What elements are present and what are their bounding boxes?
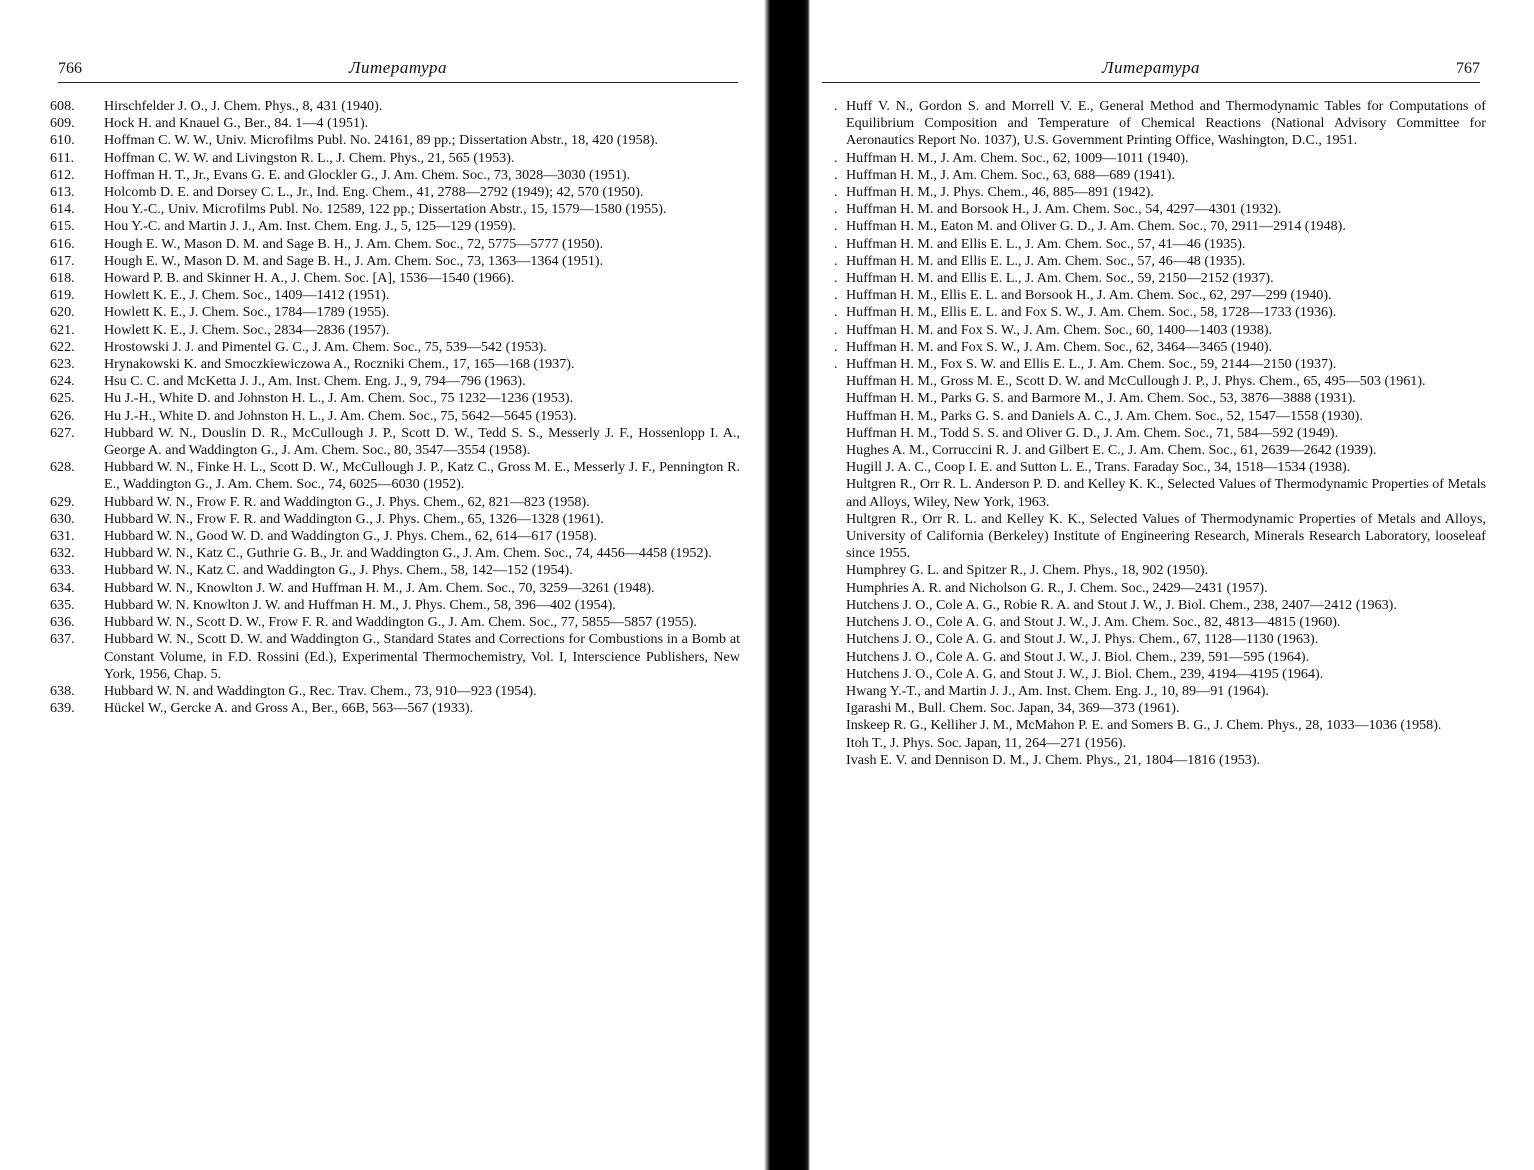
reference-text: Inskeep R. G., Kelliher J. M., McMahon P. E. and Somers B. G., J. Chem. Phys., 28, 1033—1036 (1958). [846, 717, 1442, 734]
reference-entry [834, 735, 1486, 752]
reference-number: . [834, 252, 838, 269]
reference-entry [834, 356, 1486, 373]
reference-entry [834, 683, 1486, 700]
reference-text: Hoffman C. W. W. and Livingston R. L., J. Chem. Phys., 21, 565 (1953). [104, 149, 515, 166]
reference-text: Hubbard W. N., Knowlton J. W. and Huffman H. M., J. Am. Chem. Soc., 70, 3259—3261 (1948). [104, 579, 655, 596]
reference-text: Huffman H. M. and Ellis E. L., J. Am. Chem. Soc., 59, 2150—2152 (1937). [846, 270, 1274, 287]
reference-text: Hutchens J. O., Cole A. G. and Stout J. W., J. Biol. Chem., 239, 4194—4195 (1964). [846, 665, 1324, 682]
reference-entry [50, 373, 740, 390]
reference-number: . [834, 338, 838, 355]
reference-number: 631. [50, 528, 75, 545]
reference-text: Hubbard W. N., Finke H. L., Scott D. W., McCullough J. P., Katz C., Gross M. E., Messerly J. F., Pennington R. E., Waddington G., J. Am. Chem. Soc., 74, 6025—6030 (1952). [104, 459, 740, 493]
reference-entry [834, 511, 1486, 563]
reference-entry [834, 98, 1486, 150]
reference-number: 611. [50, 149, 75, 166]
reference-entry [50, 167, 740, 184]
right-page-number: 767 [1456, 60, 1480, 77]
reference-entry [50, 562, 740, 579]
reference-text: Hu J.-H., White D. and Johnston H. L., J. Am. Chem. Soc., 75, 5642—5645 (1953). [104, 407, 577, 424]
reference-text: Ivash E. V. and Dennison D. M., J. Chem. Phys., 21, 1804—1816 (1953). [846, 751, 1261, 768]
reference-entry [50, 408, 740, 425]
reference-text: Huffman H. M. and Borsook H., J. Am. Chem. Soc., 54, 4297—4301 (1932). [846, 201, 1282, 218]
reference-number: 638. [50, 682, 75, 699]
reference-number: 627. [50, 424, 75, 441]
reference-text: Huffman H. M., Ellis E. L. and Fox S. W., J. Am. Chem. Soc., 58, 1728—1733 (1936). [846, 304, 1337, 321]
reference-text: Hubbard W. N. and Waddington G., Rec. Trav. Chem., 73, 910—923 (1954). [104, 682, 537, 699]
reference-entry [50, 115, 740, 132]
reference-entry [50, 390, 740, 407]
reference-entry [50, 511, 740, 528]
reference-number [834, 717, 846, 734]
reference-number: . [834, 218, 838, 235]
reference-text: Huff V. N., Gordon S. and Morrell V. E., General Method and Thermodynamic Tables for Computations of Equilibrium Composition and Temperature of Chemical Reactions (National Advisory Committee for Aeronautics Report No. 1037), U.S. Government Printing Office, Washington, D.C., 1951. [846, 98, 1486, 149]
reference-entry [834, 631, 1486, 648]
reference-text: Humphries A. R. and Nicholson G. R., J. Chem. Soc., 2429—2431 (1957). [846, 579, 1268, 596]
reference-number: 617. [50, 252, 75, 269]
reference-entry [834, 287, 1486, 304]
reference-text: Hough E. W., Mason D. M. and Sage B. H., J. Am. Chem. Soc., 72, 5775—5777 (1950). [104, 235, 604, 252]
left-page-header [58, 56, 738, 83]
reference-entry [50, 322, 740, 339]
reference-text: Huffman H. M. and Fox S. W., J. Am. Chem. Soc., 60, 1400—1403 (1938). [846, 321, 1273, 338]
reference-entry [834, 649, 1486, 666]
reference-text: Hwang Y.-T., and Martin J. J., Am. Inst. Chem. Eng. J., 10, 89—91 (1964). [846, 682, 1269, 699]
reference-text: Hou Y.-C., Univ. Microfilms Publ. No. 12589, 122 pp.; Dissertation Abstr., 15, 1579—1580 (1955). [104, 201, 667, 218]
reference-text: Hough E. W., Mason D. M. and Sage B. H., J. Am. Chem. Soc., 73, 1363—1364 (1951). [104, 252, 604, 269]
reference-number [834, 614, 846, 631]
reference-number: . [834, 166, 838, 183]
reference-entry [834, 597, 1486, 614]
reference-text: Holcomb D. E. and Dorsey C. L., Jr., Ind. Eng. Chem., 41, 2788—2792 (1949); 42, 570 (1950). [104, 184, 644, 201]
reference-text: Itoh T., J. Phys. Soc. Japan, 11, 264—271 (1956). [846, 734, 1127, 751]
reference-entry [50, 356, 740, 373]
reference-text: Hultgren R., Orr R. L. and Kelley K. K., Selected Values of Thermodynamic Properties of Metals and Alloys, University of California (Berkeley) Institute of Engineering Research, Minerals Research Laboratory, looseleaf since 1955. [846, 510, 1486, 562]
reference-text: Humphrey G. L. and Spitzer R., J. Chem. Phys., 18, 902 (1950). [846, 562, 1209, 579]
reference-entry [50, 98, 740, 115]
reference-number: 612. [50, 166, 75, 183]
reference-entry [50, 253, 740, 270]
reference-entry [834, 270, 1486, 287]
left-page-number: 766 [58, 60, 82, 77]
reference-number: . [834, 321, 838, 338]
reference-entry [50, 150, 740, 167]
reference-entry [834, 717, 1486, 734]
reference-number [834, 408, 846, 425]
reference-text: Hrostowski J. J. and Pimentel G. C., J. Am. Chem. Soc., 75, 539—542 (1953). [104, 338, 547, 355]
reference-number: 608. [50, 98, 75, 114]
reference-text: Hubbard W. N., Good W. D. and Waddington G., J. Phys. Chem., 62, 614—617 (1958). [104, 528, 598, 545]
reference-number: . [834, 201, 838, 218]
reference-entry [834, 150, 1486, 167]
reference-number: . [834, 235, 838, 252]
reference-number: . [834, 270, 838, 287]
reference-number: 624. [50, 373, 75, 390]
reference-number [834, 752, 846, 769]
reference-text: Hutchens J. O., Cole A. G. and Stout J. W., J. Biol. Chem., 239, 591—595 (1964). [846, 648, 1310, 665]
reference-entry [50, 459, 740, 493]
reference-text: Howlett K. E., J. Chem. Soc., 1409—1412 (1951). [104, 287, 390, 304]
reference-number [834, 562, 846, 579]
reference-number: 630. [50, 510, 75, 527]
reference-text: Howard P. B. and Skinner H. A., J. Chem. Soc. [A], 1536—1540 (1966). [104, 270, 515, 287]
reference-entry [834, 373, 1486, 390]
reference-number: 633. [50, 562, 75, 579]
reference-entry [834, 425, 1486, 442]
reference-entry [834, 580, 1486, 597]
reference-number: 610. [50, 132, 75, 149]
reference-number [834, 425, 846, 442]
reference-number: 620. [50, 304, 75, 321]
reference-number: 634. [50, 579, 75, 596]
reference-number: 616. [50, 235, 75, 252]
reference-number [834, 580, 846, 597]
reference-number: 629. [50, 493, 75, 510]
reference-entry [50, 184, 740, 201]
reference-text: Hubbard W. N., Katz C. and Waddington G., J. Phys. Chem., 58, 142—152 (1954). [104, 562, 573, 579]
reference-text: Hubbard W. N., Douslin D. R., McCullough J. P., Scott D. W., Tedd S. S., Messerly J. F., Hossenlopp I. A., George A. and Waddington G., J. Am. Chem. Soc., 80, 3547—3554 (1958). [104, 424, 740, 459]
reference-number [834, 390, 846, 407]
reference-number: 609. [50, 115, 75, 132]
reference-text: Hubbard W. N., Katz C., Guthrie G. B., Jr. and Waddington G., J. Am. Chem. Soc., 74, 4456—4458 (1952). [104, 545, 712, 562]
reference-number: . [834, 98, 838, 114]
reference-number: 621. [50, 321, 75, 338]
reference-entry [50, 545, 740, 562]
reference-entry [834, 167, 1486, 184]
reference-number [834, 735, 846, 752]
reference-entry [834, 476, 1486, 510]
reference-number [834, 700, 846, 717]
reference-number [834, 459, 846, 476]
reference-number: 613. [50, 184, 75, 201]
reference-entry [834, 390, 1486, 407]
reference-text: Hubbard W. N., Frow F. R. and Waddington G., J. Phys. Chem., 65, 1326—1328 (1961). [104, 510, 604, 527]
reference-number: . [834, 304, 838, 321]
reference-entry [834, 304, 1486, 321]
reference-number: . [834, 287, 838, 304]
reference-text: Hugill J. A. C., Coop I. E. and Sutton L. E., Trans. Faraday Soc., 34, 1518—1534 (1938). [846, 459, 1351, 476]
reference-number: 637. [50, 631, 75, 648]
reference-text: Huffman H. M., Parks G. S. and Daniels A. C., J. Am. Chem. Soc., 52, 1547—1558 (1930). [846, 407, 1363, 424]
reference-text: Huffman H. M., Parks G. S. and Barmore M., J. Am. Chem. Soc., 53, 3876—3888 (1931). [846, 390, 1356, 407]
reference-text: Hubbard W. N., Scott D. W. and Waddington G., Standard States and Corrections for Combustions in a Bomb at Constant Volume, in F.D. Rossini (Ed.), Experimental Thermochemistry, Vol. I, Interscience Publishers, New York, 1956, Chap. 5. [104, 631, 740, 682]
reference-number: 628. [50, 459, 75, 476]
reference-text: Igarashi M., Bull. Chem. Soc. Japan, 34, 369—373 (1961). [846, 700, 1180, 717]
reference-text: Hu J.-H., White D. and Johnston H. L., J. Am. Chem. Soc., 75 1232—1236 (1953). [104, 390, 574, 407]
reference-text: Huffman H. M. and Fox S. W., J. Am. Chem. Soc., 62, 3464—3465 (1940). [846, 338, 1273, 355]
reference-text: Howlett K. E., J. Chem. Soc., 2834—2836 (1957). [104, 321, 390, 338]
reference-text: Hrynakowski K. and Smoczkiewiczowa A., Roczniki Chem., 17, 165—168 (1937). [104, 356, 575, 373]
reference-text: Hubbard W. N., Scott D. W., Frow F. R. and Waddington G., J. Am. Chem. Soc., 77, 5855—5857 (1955). [104, 614, 697, 631]
reference-text: Hubbard W. N. Knowlton J. W. and Huffman H. M., J. Phys. Chem., 58, 396—402 (1954). [104, 596, 616, 613]
reference-number [834, 597, 846, 614]
reference-entry [50, 201, 740, 218]
reference-text: Hoffman C. W. W., Univ. Microfilms Publ. No. 24161, 89 pp.; Dissertation Abstr., 18, 420 (1958). [104, 132, 658, 149]
right-page [810, 0, 1534, 1170]
reference-number: . [834, 356, 838, 373]
reference-text: Huffman H. M. and Ellis E. L., J. Am. Chem. Soc., 57, 41—46 (1935). [846, 235, 1246, 252]
reference-text: Hultgren R., Orr R. L. Anderson P. D. and Kelley K. K., Selected Values of Thermodynamic Properties of Metals and Alloys, Wiley, New York, 1963. [846, 476, 1486, 510]
reference-text: Huffman H. M., J. Am. Chem. Soc., 62, 1009—1011 (1940). [846, 149, 1189, 166]
reference-entry [834, 562, 1486, 579]
reference-entry [50, 287, 740, 304]
left-page [0, 0, 760, 1170]
reference-number: 622. [50, 338, 75, 355]
reference-entry [834, 614, 1486, 631]
reference-text: Hubbard W. N., Frow F. R. and Waddington G., J. Phys. Chem., 62, 821—823 (1958). [104, 493, 590, 510]
reference-number: 639. [50, 700, 75, 717]
reference-text: Hutchens J. O., Cole A. G. and Stout J. W., J. Phys. Chem., 67, 1128—1130 (1963). [846, 631, 1319, 648]
reference-text: Hoffman H. T., Jr., Evans G. E. and Glockler G., J. Am. Chem. Soc., 73, 3028—3030 (1951). [104, 166, 631, 183]
reference-text: Hsu C. C. and McKetta J. J., Am. Inst. Chem. Eng. J., 9, 794—796 (1963). [104, 373, 526, 390]
reference-entry [50, 236, 740, 253]
reference-number [834, 511, 846, 563]
reference-number [834, 631, 846, 648]
reference-entry [50, 700, 740, 717]
reference-number [834, 666, 846, 683]
reference-text: Huffman H. M., Eaton M. and Oliver G. D., J. Am. Chem. Soc., 70, 2911—2914 (1948). [846, 218, 1346, 235]
reference-text: Hutchens J. O., Cole A. G., Robie R. A. and Stout J. W., J. Biol. Chem., 238, 2407—2412 (1963). [846, 596, 1397, 613]
reference-number: 615. [50, 218, 75, 235]
reference-entry [834, 184, 1486, 201]
reference-number [834, 442, 846, 459]
reference-entry [50, 683, 740, 700]
reference-entry [50, 528, 740, 545]
reference-entry [50, 494, 740, 511]
reference-text: Huffman H. M., Ellis E. L. and Borsook H., J. Am. Chem. Soc., 62, 297—299 (1940). [846, 287, 1332, 304]
reference-number: 632. [50, 545, 75, 562]
reference-number [834, 373, 846, 390]
reference-entry [834, 666, 1486, 683]
reference-text: Huffman H. M., J. Am. Chem. Soc., 63, 688—689 (1941). [846, 166, 1175, 183]
reference-text: Howlett K. E., J. Chem. Soc., 1784—1789 (1955). [104, 304, 390, 321]
reference-entry [50, 218, 740, 235]
reference-entry [834, 408, 1486, 425]
right-reference-list [834, 98, 1486, 769]
reference-number [834, 683, 846, 700]
reference-text: Hutchens J. O., Cole A. G. and Stout J. W., J. Am. Chem. Soc., 82, 4813—4815 (1960). [846, 614, 1341, 631]
reference-number: . [834, 184, 838, 201]
reference-entry [50, 425, 740, 459]
reference-text: Huffman H. M., Gross M. E., Scott D. W. and McCullough J. P., J. Phys. Chem., 65, 495—503 (1961). [846, 373, 1426, 390]
reference-entry [834, 459, 1486, 476]
reference-entry [50, 304, 740, 321]
reference-entry [834, 442, 1486, 459]
reference-text: Huffman H. M. and Ellis E. L., J. Am. Chem. Soc., 57, 46—48 (1935). [846, 252, 1246, 269]
reference-entry [834, 201, 1486, 218]
reference-entry [50, 631, 740, 683]
left-reference-list [50, 98, 740, 717]
reference-entry [50, 339, 740, 356]
reference-text: Hock H. and Knauel G., Ber., 84. 1—4 (1951). [104, 115, 369, 132]
reference-entry [834, 218, 1486, 235]
reference-text: Huffman H. M., Fox S. W. and Ellis E. L., J. Am. Chem. Soc., 59, 2144—2150 (1937). [846, 356, 1337, 373]
reference-entry [50, 614, 740, 631]
reference-entry [50, 270, 740, 287]
reference-entry [50, 132, 740, 149]
reference-number: . [834, 149, 838, 166]
reference-number: 619. [50, 287, 75, 304]
reference-entry [50, 580, 740, 597]
reference-entry [50, 597, 740, 614]
reference-text: Hou Y.-C. and Martin J. J., Am. Inst. Chem. Eng. J., 5, 125—129 (1959). [104, 218, 516, 235]
reference-number: 614. [50, 201, 75, 218]
reference-number: 635. [50, 596, 75, 613]
reference-entry [834, 253, 1486, 270]
reference-text: Huffman H. M., Todd S. S. and Oliver G. D., J. Am. Chem. Soc., 71, 584—592 (1949). [846, 424, 1339, 441]
reference-entry [834, 236, 1486, 253]
reference-entry [834, 339, 1486, 356]
reference-number: 618. [50, 270, 75, 287]
reference-number: 636. [50, 614, 75, 631]
reference-text: Hirschfelder J. O., J. Chem. Phys., 8, 431 (1940). [104, 98, 383, 114]
right-page-header [822, 56, 1480, 83]
reference-entry [834, 700, 1486, 717]
reference-number: 626. [50, 407, 75, 424]
reference-entry [834, 322, 1486, 339]
reference-entry [834, 752, 1486, 769]
right-running-title: Литература [1101, 58, 1200, 77]
reference-text: Hückel W., Gercke A. and Gross A., Ber., 66B, 563—567 (1933). [104, 700, 474, 717]
reference-number [834, 649, 846, 666]
left-running-title: Литература [348, 58, 447, 77]
book-gutter [760, 0, 810, 1170]
reference-text: Hughes A. M., Corruccini R. J. and Gilbert E. C., J. Am. Chem. Soc., 61, 2639—2642 (1939). [846, 442, 1377, 459]
reference-number: 623. [50, 356, 75, 373]
reference-number: 625. [50, 390, 75, 407]
reference-number [834, 476, 846, 510]
reference-text: Huffman H. M., J. Phys. Chem., 46, 885—891 (1942). [846, 184, 1154, 201]
